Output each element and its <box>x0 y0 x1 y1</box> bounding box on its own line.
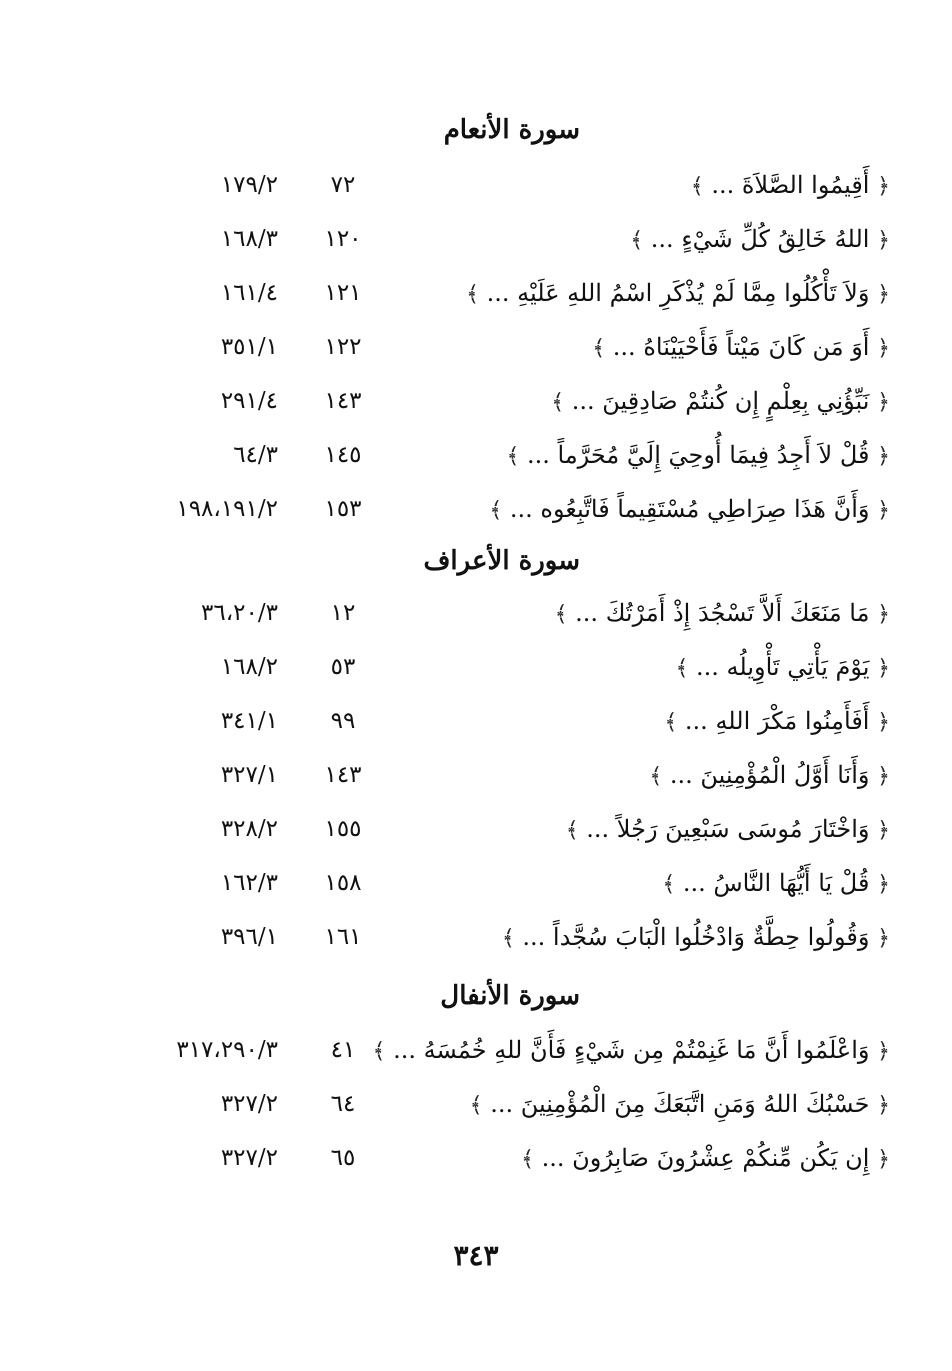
index-row <box>0 165 952 205</box>
index-row <box>0 1084 952 1124</box>
close-bracket: ﴾ <box>466 282 479 307</box>
page-reference: ٣٦،٢٠/٣ <box>201 600 278 626</box>
verse-snippet: نَبِّؤُنِي بِعِلْمٍ إِن كُنتُمْ صَادِقِينَ ... <box>571 387 870 415</box>
verse-snippet: وَاخْتَارَ مُوسَى سَبْعِينَ رَجُلاً ... <box>586 815 870 843</box>
page-reference: ١٩٨،١٩١/٢ <box>176 496 278 522</box>
verse-snippet: قُلْ لاَ أَجِدُ فِيمَا أُوحِيَ إِلَيَّ مُحَرَّماً ... <box>527 441 870 469</box>
index-row <box>0 863 952 903</box>
index-row <box>0 435 952 475</box>
index-row <box>0 917 952 957</box>
close-bracket: ﴾ <box>662 872 676 897</box>
verse-text <box>691 165 890 205</box>
open-bracket: ﴿ <box>877 872 890 897</box>
ayah-number: ١٢٠ <box>324 226 362 252</box>
index-row <box>0 593 952 633</box>
open-bracket: ﴿ <box>877 1039 890 1064</box>
page-reference: ٣٢٧/١ <box>220 762 278 788</box>
verse-snippet: وَلاَ تَأْكُلُوا مِمَّا لَمْ يُذْكَرِ اسْمُ اللهِ عَلَيْهِ ... <box>486 279 870 307</box>
ayah-number: ٦٤ <box>330 1091 356 1117</box>
surah-title: سورة الأنفال <box>440 981 580 1011</box>
open-bracket: ﴿ <box>877 926 890 951</box>
index-row <box>0 1138 952 1178</box>
verse-text <box>664 701 890 741</box>
close-bracket: ﴾ <box>664 710 678 735</box>
page-reference: ٣٢٧/٢ <box>220 1091 278 1117</box>
verse-text <box>506 435 890 475</box>
page-reference: ٣٢٧/٢ <box>220 1145 278 1171</box>
ayah-number: ١٥٨ <box>324 870 362 896</box>
ayah-number: ٤١ <box>330 1037 356 1063</box>
open-bracket: ﴿ <box>877 174 890 199</box>
index-row <box>0 809 952 849</box>
verse-snippet: وَأَنَا أَوَّلُ الْمُؤْمِنِينَ ... <box>669 761 870 789</box>
close-bracket: ﴾ <box>489 498 503 523</box>
page-reference: ٣٥١/١ <box>220 334 278 360</box>
surah-title: سورة الأعراف <box>423 546 580 576</box>
verse-snippet: وَقُولُوا حِطَّةٌ وَادْخُلُوا الْبَابَ سُجَّداً ... <box>522 923 870 951</box>
verse-text <box>502 917 890 957</box>
page-reference: ١٦٨/٣ <box>220 226 278 252</box>
ayah-number: ١٥٥ <box>324 816 362 842</box>
open-bracket: ﴿ <box>877 1147 890 1172</box>
close-bracket: ﴾ <box>675 656 689 681</box>
ayah-number: ١٢ <box>330 600 356 626</box>
close-bracket: ﴾ <box>372 1039 386 1064</box>
close-bracket: ﴾ <box>521 1147 534 1172</box>
page-reference: ١٧٩/٢ <box>220 172 278 198</box>
verse-text <box>649 755 890 795</box>
open-bracket: ﴿ <box>877 656 890 681</box>
close-bracket: ﴾ <box>630 228 644 253</box>
ayah-number: ٥٣ <box>330 654 356 680</box>
verse-snippet: وَاعْلَمُوا أَنَّ مَا غَنِمْتُمْ مِن شَيْءٍ فَأَنَّ للهِ خُمُسَهُ ... <box>393 1036 870 1064</box>
open-bracket: ﴿ <box>877 710 890 735</box>
page-reference: ٣٤١/١ <box>220 708 278 734</box>
close-bracket: ﴾ <box>506 444 520 469</box>
verse-text <box>551 381 890 421</box>
open-bracket: ﴿ <box>877 1093 890 1118</box>
ayah-number: ١٦١ <box>324 924 362 950</box>
page-reference: ٣١٧،٢٩٠/٣ <box>176 1037 278 1063</box>
index-row <box>0 701 952 741</box>
open-bracket: ﴿ <box>877 818 890 843</box>
surah-title: سورة الأنعام <box>443 115 580 145</box>
verse-snippet: أَفَأَمِنُوا مَكْرَ اللهِ ... <box>684 707 870 735</box>
ayah-number: ١٤٥ <box>324 442 362 468</box>
ayah-number: ١٤٣ <box>324 388 362 414</box>
open-bracket: ﴿ <box>877 390 890 415</box>
verse-text <box>555 593 890 633</box>
open-bracket: ﴿ <box>877 444 890 469</box>
page-reference: ١٦١/٤ <box>220 280 278 306</box>
page-reference: ٦٤/٣ <box>233 442 278 468</box>
ayah-number: ٦٥ <box>330 1145 356 1171</box>
close-bracket: ﴾ <box>592 336 606 361</box>
verse-text <box>470 1084 890 1124</box>
verse-text <box>373 1030 890 1070</box>
verse-snippet: أَقِيمُوا الصَّلاَةَ ... <box>711 171 870 199</box>
ayah-number: ٧٢ <box>330 172 356 198</box>
verse-snippet: حَسْبُكَ اللهُ وَمَنِ اتَّبَعَكَ مِنَ الْمُؤْمِنِينَ ... <box>490 1090 870 1118</box>
open-bracket: ﴿ <box>877 336 890 361</box>
close-bracket: ﴾ <box>501 926 515 951</box>
ayah-number: ٩٩ <box>330 708 356 734</box>
ayah-number: ١٢١ <box>324 280 362 306</box>
close-bracket: ﴾ <box>551 390 565 415</box>
index-row <box>0 489 952 529</box>
index-row <box>0 1030 952 1070</box>
open-bracket: ﴿ <box>877 602 890 627</box>
index-row <box>0 381 952 421</box>
close-bracket: ﴾ <box>690 174 704 199</box>
verse-snippet: إِن يَكُن مِّنكُمْ عِشْرُونَ صَابِرُونَ ... <box>541 1144 870 1172</box>
open-bracket: ﴿ <box>877 228 890 253</box>
ayah-number: ١٢٢ <box>324 334 362 360</box>
index-row <box>0 327 952 367</box>
close-bracket: ﴾ <box>649 764 663 789</box>
verse-snippet: وَأَنَّ هَذَا صِرَاطِي مُسْتَقِيماً فَاتَّبِعُوه ... <box>509 495 870 523</box>
open-bracket: ﴿ <box>877 498 890 523</box>
verse-snippet: أَوَ مَن كَانَ مَيْتاً فَأَحْيَيْنَاهُ ... <box>612 333 870 361</box>
verse-snippet: يَوْمَ يَأْتِي تَأْوِيلُه ... <box>696 653 870 681</box>
close-bracket: ﴾ <box>469 1093 483 1118</box>
page-reference: ١٦٢/٣ <box>220 870 278 896</box>
verse-text <box>521 1138 890 1178</box>
page-reference: ٣٩٦/١ <box>220 924 278 950</box>
close-bracket: ﴾ <box>565 818 579 843</box>
verse-text <box>675 647 890 687</box>
ayah-number: ١٥٣ <box>324 496 362 522</box>
verse-snippet: اللهُ خَالِقُ كُلِّ شَيْءٍ ... <box>650 225 870 253</box>
verse-text <box>630 219 890 259</box>
index-row <box>0 273 952 313</box>
index-row <box>0 755 952 795</box>
verse-snippet: مَا مَنَعَكَ أَلاَّ تَسْجُدَ إِذْ أَمَرْتُكَ ... <box>575 599 870 627</box>
open-bracket: ﴿ <box>877 764 890 789</box>
index-row <box>0 219 952 259</box>
page-reference: ١٦٨/٢ <box>220 654 278 680</box>
verse-text <box>489 489 890 529</box>
page-number: ٣٤٣ <box>453 1239 499 1272</box>
open-bracket: ﴿ <box>877 282 890 307</box>
verse-text <box>566 809 890 849</box>
ayah-number: ١٤٣ <box>324 762 362 788</box>
verse-snippet: قُلْ يَا أَيُّهَا النَّاسُ ... <box>682 869 870 897</box>
close-bracket: ﴾ <box>554 602 568 627</box>
verse-text <box>466 273 890 313</box>
page-reference: ٣٢٨/٢ <box>220 816 278 842</box>
page-reference: ٢٩١/٤ <box>220 388 278 414</box>
verse-text <box>592 327 890 367</box>
verse-text <box>662 863 890 903</box>
index-row <box>0 647 952 687</box>
